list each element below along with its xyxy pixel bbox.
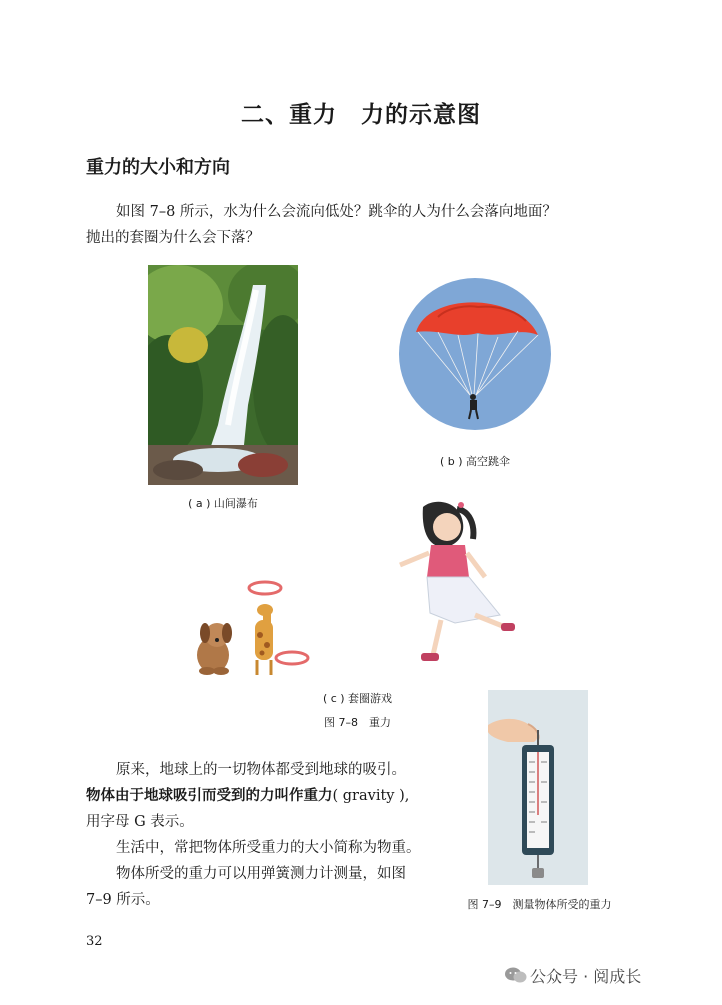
body-p2 <box>86 783 456 809</box>
parachute-image <box>398 277 552 431</box>
body-text <box>86 757 456 913</box>
body-p4: 生活中，常把物体所受重力的大小简称为物重。 <box>116 840 421 856</box>
gravity-term: ( gravity ), <box>332 788 410 804</box>
caption-a: ( a ) 山间瀑布 <box>188 497 258 510</box>
spring-scale-image <box>488 690 588 885</box>
intro-paragraph <box>86 199 646 251</box>
waterfall-image <box>148 265 298 485</box>
wechat-icon <box>505 966 527 984</box>
page-number: 32 <box>86 934 103 949</box>
body-p1: 原来，地球上的一切物体都受到地球的吸引。 <box>116 762 406 778</box>
caption-c: ( c ) 套圈游戏 <box>322 692 393 705</box>
figure-7-8-caption: 图 7–8 重力 <box>324 716 391 729</box>
watermark: 公众号 · 阅成长 <box>530 967 642 986</box>
intro-line-1: 如图 7–8 所示，水为什么会流向低处？跳伞的人为什么会落向地面？ <box>116 204 557 220</box>
gravity-definition: 物体由于地球吸引而受到的力叫作重力 <box>86 788 333 804</box>
body-p5-line2: 7–9 所示。 <box>86 892 160 908</box>
body-p5-line1: 物体所受的重力可以用弹簧测力计测量，如图 <box>116 866 406 882</box>
ring-toss-image <box>185 495 530 680</box>
section-title: 二、重力 力的示意图 <box>241 102 481 128</box>
body-p3: 用字母 G 表示。 <box>86 814 194 830</box>
caption-b: ( b ) 高空跳伞 <box>439 455 511 468</box>
intro-line-2: 抛出的套圈为什么会下落？ <box>86 230 260 246</box>
subsection-title: 重力的大小和方向 <box>86 157 230 178</box>
figure-7-9-caption: 图 7–9 测量物体所受的重力 <box>467 898 612 911</box>
